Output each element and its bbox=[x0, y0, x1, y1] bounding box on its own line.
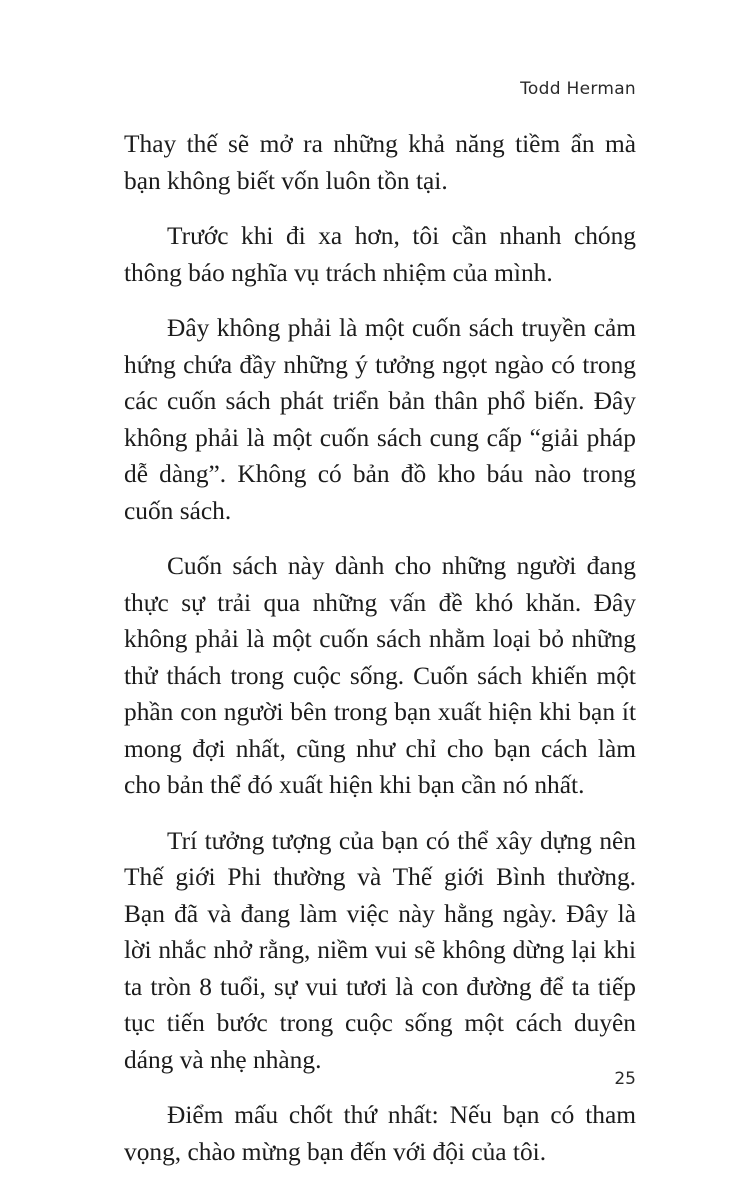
paragraph-continuation: Thay thế sẽ mở ra những khả năng tiềm ẩn mà bạn không biết vốn luôn tồn tại. bbox=[124, 130, 636, 195]
paragraph: Trí tưởng tượng của bạn có thể xây dựng nên Thế giới Phi thường và Thế giới Bình thường. Bạn đã và đang làm việc này hằng ngày. Đây là lời nhắc nhở rằng, niềm vui sẽ không dừng lại khi ta tròn 8 tuổi, sự vui tươi là con đường để ta tiếp tục tiến bước trong cuộc sống một cách duyên dáng và nhẹ nhàng. bbox=[124, 826, 636, 1074]
page-number: 25 bbox=[614, 1069, 636, 1089]
paragraph: Cuốn sách này dành cho những người đang thực sự trải qua những vấn đề khó khăn. Đây không phải là một cuốn sách nhằm loại bỏ những thử thách trong cuộc sống. Cuốn sách khiến một phần con người bên trong bạn xuất hiện khi bạn ít mong đợi nhất, cũng như chỉ cho bạn cách làm cho bản thể đó xuất hiện khi bạn cần nó nhất. bbox=[124, 552, 636, 799]
paragraph: Điểm mấu chốt thứ nhất: Nếu bạn có tham vọng, chào mừng bạn đến với đội của tôi. bbox=[124, 1101, 636, 1166]
paragraph: Đây không phải là một cuốn sách truyền cảm hứng chứa đầy những ý tưởng ngọt ngào có trong các cuốn sách phát triển bản thân phổ biến. Đây không phải là một cuốn sách cung cấp “giải pháp dễ dàng”. Không có bản đồ kho báu nào trong cuốn sách. bbox=[124, 314, 636, 525]
paragraph: Trước khi đi xa hơn, tôi cần nhanh chóng thông báo nghĩa vụ trách nhiệm của mình. bbox=[124, 222, 636, 287]
running-header-author: Todd Herman bbox=[520, 79, 636, 99]
body-text bbox=[124, 126, 636, 1189]
